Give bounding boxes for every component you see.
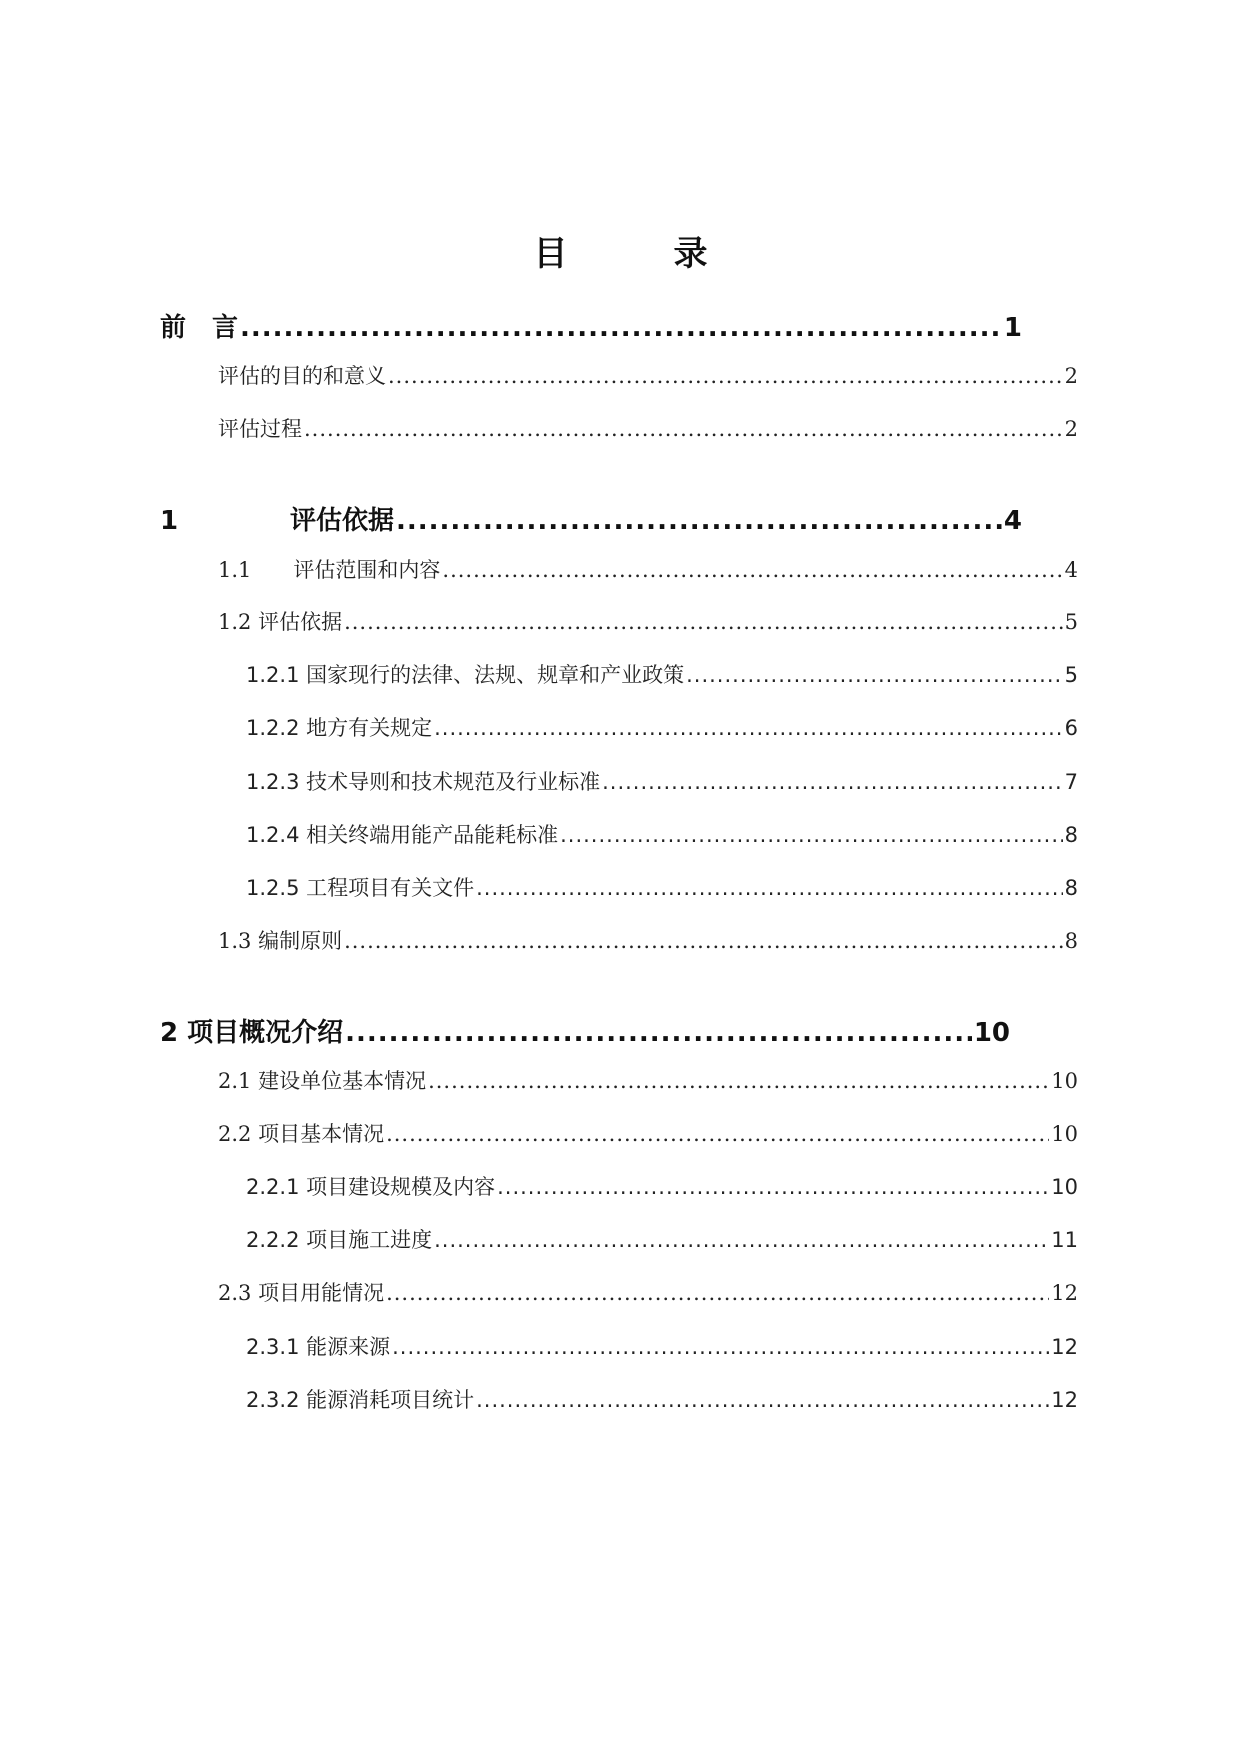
toc-label: 评估依据 xyxy=(290,506,395,536)
toc-page-number: 8 xyxy=(1064,876,1078,900)
dot-leader xyxy=(345,1018,972,1048)
toc-entry[interactable] xyxy=(246,1171,1078,1201)
toc-label: 前 言 xyxy=(160,313,239,343)
toc-entry[interactable] xyxy=(246,712,1078,742)
toc-label: 1.1 评估范围和内容 xyxy=(218,558,441,582)
toc-label: 1.2.1 国家现行的法律、法规、规章和产业政策 xyxy=(246,663,685,687)
toc-entry-preface[interactable] xyxy=(160,307,1022,344)
toc-label: 评估过程 xyxy=(218,417,302,441)
toc-entry[interactable] xyxy=(246,872,1078,902)
toc-label: 2.3.1 能源来源 xyxy=(246,1335,391,1359)
dot-leader xyxy=(476,1388,1049,1412)
toc-page-number: 2 xyxy=(1064,417,1078,441)
toc-page-number: 10 xyxy=(973,1018,1010,1048)
dot-leader xyxy=(686,663,1063,687)
toc-page-number: 10 xyxy=(1051,1175,1078,1199)
toc-chapter-number: 1 xyxy=(160,506,179,536)
dot-leader xyxy=(396,506,1002,536)
toc-entry[interactable] xyxy=(218,1065,1078,1095)
dot-leader xyxy=(434,1228,1049,1252)
dot-leader xyxy=(602,770,1063,794)
toc-page-number: 5 xyxy=(1064,610,1078,634)
dot-leader xyxy=(497,1175,1049,1199)
toc-page-number: 2 xyxy=(1064,364,1078,388)
toc-page-number: 12 xyxy=(1051,1335,1078,1359)
toc-label: 2 项目概况介绍 xyxy=(160,1018,344,1048)
dot-leader xyxy=(428,1069,1049,1093)
dot-leader xyxy=(344,929,1063,953)
toc-page-number: 4 xyxy=(1064,558,1078,582)
dot-leader xyxy=(386,1122,1049,1146)
toc-entry[interactable] xyxy=(218,554,1078,584)
toc-entry[interactable] xyxy=(246,819,1078,849)
toc-label: 1.2.2 地方有关规定 xyxy=(246,716,433,740)
toc-entry[interactable] xyxy=(218,1277,1078,1307)
toc-entry[interactable] xyxy=(246,766,1078,796)
toc-label: 2.2 项目基本情况 xyxy=(218,1122,385,1146)
toc-entry[interactable] xyxy=(218,413,1078,443)
toc-entry[interactable] xyxy=(218,925,1078,955)
toc-label: 2.3.2 能源消耗项目统计 xyxy=(246,1388,475,1412)
dot-leader xyxy=(560,823,1063,847)
toc-label: 1.2.3 技术导则和技术规范及行业标准 xyxy=(246,770,601,794)
toc-label: 2.1 建设单位基本情况 xyxy=(218,1069,427,1093)
dot-leader xyxy=(386,1281,1049,1305)
toc-page-number: 12 xyxy=(1051,1388,1078,1412)
toc-page-number: 11 xyxy=(1051,1228,1078,1252)
page-title: 目 录 xyxy=(533,234,744,274)
toc-page-number: 10 xyxy=(1051,1122,1078,1146)
dot-leader xyxy=(476,876,1063,900)
toc-page-number: 5 xyxy=(1064,663,1078,687)
dot-leader xyxy=(388,364,1063,388)
dot-leader xyxy=(240,313,1002,343)
toc-entry[interactable] xyxy=(218,606,1078,636)
toc-label: 2.2.1 项目建设规模及内容 xyxy=(246,1175,496,1199)
toc-label: 1.2 评估依据 xyxy=(218,610,343,634)
toc-page-number: 7 xyxy=(1064,770,1078,794)
toc-entry[interactable] xyxy=(218,1118,1078,1148)
toc-page-number: 1 xyxy=(1003,313,1022,343)
toc-entry[interactable] xyxy=(246,1224,1078,1254)
dot-leader xyxy=(304,417,1063,441)
dot-leader xyxy=(344,610,1063,634)
toc-entry-chapter-2[interactable] xyxy=(160,1012,1010,1049)
toc-page-number: 8 xyxy=(1064,823,1078,847)
toc-label: 评估的目的和意义 xyxy=(218,364,386,388)
toc-label: 1.2.5 工程项目有关文件 xyxy=(246,876,475,900)
toc-label: 2.3 项目用能情况 xyxy=(218,1281,385,1305)
toc-page-number: 6 xyxy=(1064,716,1078,740)
dot-leader xyxy=(434,716,1063,740)
toc-page-number: 4 xyxy=(1003,506,1022,536)
toc-label: 2.2.2 项目施工进度 xyxy=(246,1228,433,1252)
toc-entry[interactable] xyxy=(246,659,1078,689)
toc-entry[interactable] xyxy=(246,1384,1078,1414)
toc-label: 1.3 编制原则 xyxy=(218,929,343,953)
toc-page-number: 8 xyxy=(1064,929,1078,953)
toc-entry[interactable] xyxy=(246,1331,1078,1361)
dot-leader xyxy=(392,1335,1049,1359)
toc-page-number: 12 xyxy=(1051,1281,1078,1305)
toc-page-number: 10 xyxy=(1051,1069,1078,1093)
toc-entry-chapter-1[interactable] xyxy=(160,500,1022,537)
dot-leader xyxy=(442,558,1062,582)
toc-entry[interactable] xyxy=(218,360,1078,390)
toc-label: 1.2.4 相关终端用能产品能耗标准 xyxy=(246,823,559,847)
